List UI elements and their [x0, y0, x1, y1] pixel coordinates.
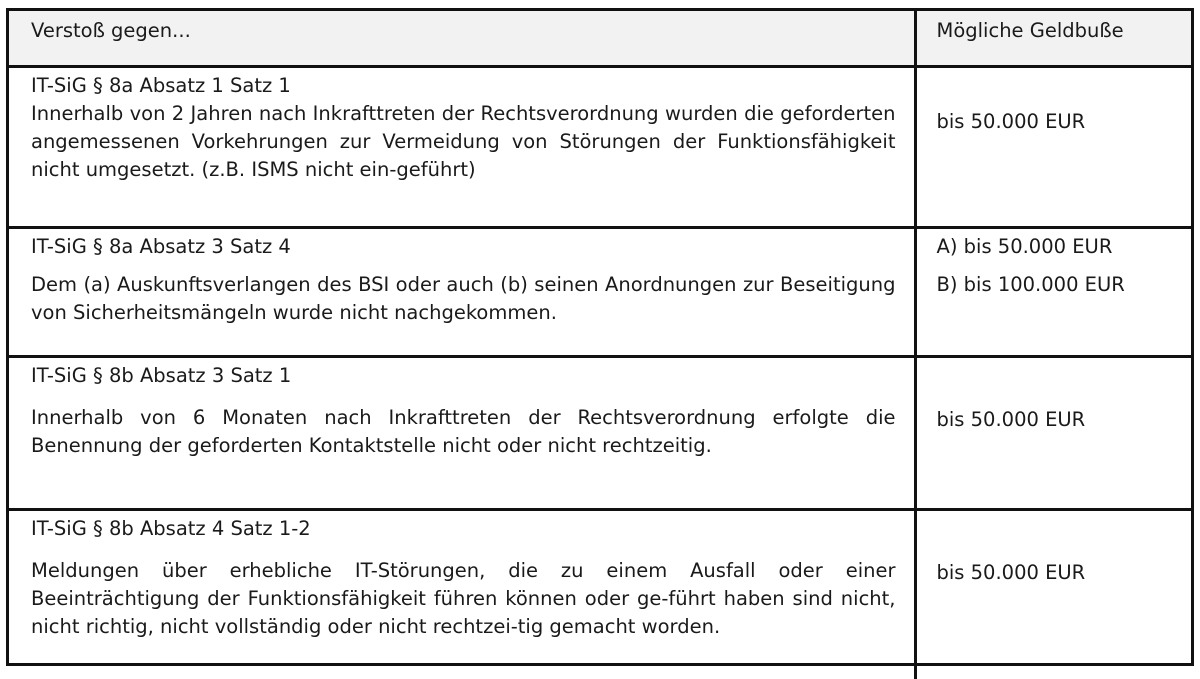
fine-cell [915, 357, 1191, 510]
violation-cell [9, 510, 915, 679]
violation-description: Dem (a) Auskunftsverlangen des BSI oder auch (b) seinen Anordnungen zur Beseitigung von Sicherheitsmängeln wurde nicht nachgekommen. [31, 271, 896, 327]
violation-cell [9, 357, 915, 510]
fine-cell [915, 510, 1191, 679]
fine-amount-b: B) bis 100.000 EUR [937, 271, 1184, 299]
law-reference: IT-SiG § 8a Absatz 1 Satz 1 [31, 72, 896, 100]
violation-description: Meldungen über erhebliche IT-Störungen, die zu einem Ausfall oder einer Beeinträchtigung der Funktionsfähigkeit führen können oder ge-führt haben sind nicht, nicht richtig, nicht vollständig oder nicht rechtzei-tig gemacht worden. [31, 557, 896, 641]
law-reference: IT-SiG § 8b Absatz 3 Satz 1 [31, 362, 896, 390]
fine-amount: bis 50.000 EUR [937, 559, 1184, 587]
fine-cell [915, 228, 1191, 357]
fines-table-frame [6, 8, 1194, 666]
table-header-row [9, 11, 1191, 67]
law-reference: IT-SiG § 8a Absatz 3 Satz 4 [31, 233, 896, 261]
header-fine: Mögliche Geldbuße [915, 11, 1191, 67]
header-violation: Verstoß gegen... [9, 11, 915, 67]
table-row [9, 67, 1191, 228]
fine-amount: bis 50.000 EUR [937, 406, 1184, 434]
table-row [9, 228, 1191, 357]
fines-table [9, 11, 1191, 679]
violation-cell [9, 67, 915, 228]
violation-description: Innerhalb von 2 Jahren nach Inkrafttreten der Rechtsverordnung wurden die geforderten angemessenen Vorkehrungen zur Vermeidung von Störungen der Funktionsfähigkeit nicht umgesetzt. (z.B. ISMS nicht ein-geführt) [31, 100, 896, 184]
fine-amount: bis 50.000 EUR [937, 108, 1184, 136]
fine-amount-a: A) bis 50.000 EUR [937, 233, 1184, 261]
fine-cell [915, 67, 1191, 228]
violation-cell [9, 228, 915, 357]
table-row [9, 510, 1191, 679]
violation-description: Innerhalb von 6 Monaten nach Inkrafttreten der Rechtsverordnung erfolgte die Benennung der geforderten Kontaktstelle nicht oder nicht rechtzeitig. [31, 404, 896, 460]
law-reference: IT-SiG § 8b Absatz 4 Satz 1-2 [31, 515, 896, 543]
table-row [9, 357, 1191, 510]
